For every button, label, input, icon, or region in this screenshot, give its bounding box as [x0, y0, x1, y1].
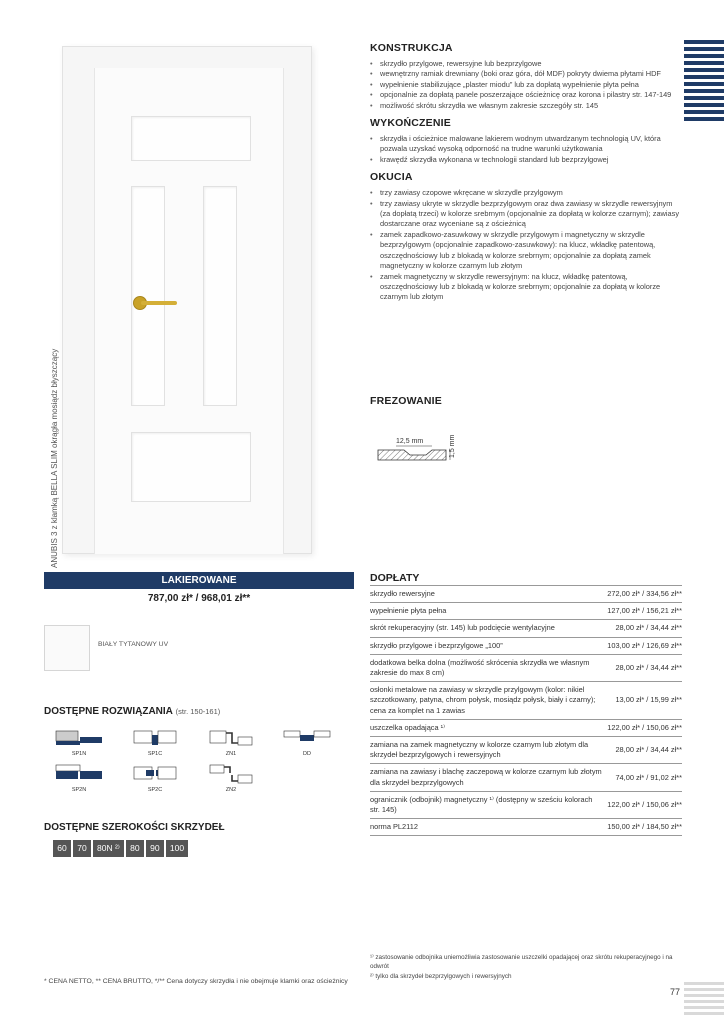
- list-item: • wewnętrzny ramiak drewniany (boki oraz góra, dół MDF) pokryty dwiema płytami HDF: [370, 69, 682, 79]
- width-badge: 100: [166, 840, 188, 857]
- door-illustration: [62, 46, 312, 554]
- footnote: ²⁾ tylko dla skrzydeł bezprzylgowych i rewersyjnych: [370, 972, 512, 980]
- price-footnote: * CENA NETTO, ** CENA BRUTTO, */** Cena dotyczy skrzydła i nie obejmuje klamki oraz ościeżnicy: [44, 978, 348, 985]
- list-item: • możliwość skrótu skrzydła we własnym zakresie szczegóły str. 145: [370, 101, 682, 111]
- list-item: • wypełnienie stabilizujące „plaster miodu” lub za dopłatą wypełnienie płyta pełna: [370, 80, 682, 90]
- table-row: ogranicznik (odbojnik) magnetyczny ¹⁾ (dostępny w sześciu kolorach str. 145) 122,00 zł* / 150,06 zł**: [370, 791, 682, 818]
- table-row: skrót rekuperacyjny (str. 145) lub podcięcie wentylacyjne 28,00 zł* / 34,44 zł**: [370, 620, 682, 637]
- solutions-title: DOSTĘPNE ROZWIĄZANIA (str. 150-161): [44, 706, 221, 717]
- footnotes: [370, 953, 686, 981]
- widths-list: [53, 840, 190, 857]
- finish-price: 787,00 zł* / 968,01 zł**: [147, 593, 251, 604]
- width-badge: 80: [126, 840, 144, 857]
- milling-width-label: 12,5 mm: [396, 438, 424, 445]
- list-item: • skrzydła i ościeżnice malowane lakierem wodnym utwardzanym technologią UV, która pozwala uzyskać wysoką odporność na trudne warunki użytkowania: [370, 134, 682, 155]
- solution-label: ZN2: [225, 787, 237, 793]
- table-row: zamiana na zamek magnetyczny w kolorze czarnym lub złotym dla skrzydeł bezprzylgowych i rewersyjnych 28,00 zł* / 34,44 zł**: [370, 737, 682, 764]
- header-stripes-decoration: [684, 40, 724, 124]
- page-number: 77: [670, 987, 681, 997]
- width-badge: 80N ²⁾: [93, 840, 124, 857]
- finish-title-bar: LAKIEROWANE: [44, 572, 354, 589]
- table-row: wypełnienie płyta pełna 127,00 zł* / 156,21 zł**: [370, 603, 682, 620]
- section-title-konstrukcja: KONSTRUKCJA: [370, 42, 453, 54]
- solution-sp2c-icon: [130, 763, 180, 793]
- surcharges-table: [370, 585, 682, 836]
- door-panel-bottom: [131, 432, 251, 502]
- wykonczenie-list: [370, 134, 682, 165]
- solution-zn2-icon: [206, 763, 256, 793]
- milling-depth-label: 1,5 mm: [449, 434, 456, 458]
- okucia-list: [370, 188, 682, 302]
- solution-label: SP1N: [71, 751, 87, 757]
- solution-label: ZN1: [225, 751, 237, 757]
- surcharges-title: DOPŁATY: [370, 572, 420, 584]
- widths-title: DOSTĘPNE SZEROKOŚCI SKRZYDEŁ: [44, 822, 225, 833]
- table-row: zamiana na zawiasy i blachę zaczepową w kolorze czarnym lub złotym dla skrzydeł bezprzylgowych 74,00 zł* / 91,02 zł**: [370, 764, 682, 791]
- solution-sp1n-icon: [54, 727, 104, 757]
- color-swatch-label: BIAŁY TYTANOWY UV: [98, 641, 169, 648]
- list-item: • skrzydło przylgowe, rewersyjne lub bezprzylgowe: [370, 59, 682, 69]
- door-handle-icon: [133, 296, 177, 310]
- solution-label: SP2C: [147, 787, 163, 793]
- table-row: dodatkowa belka dolna (możliwość skrócenia skrzydła we własnym zakresie do max 8 cm) 28,00 zł* / 34,44 zł**: [370, 654, 682, 681]
- konstrukcja-list: [370, 59, 682, 111]
- width-badge: 90: [146, 840, 164, 857]
- table-row: norma PL2112 150,00 zł* / 184,50 zł**: [370, 819, 682, 836]
- solution-zn1-icon: [206, 727, 256, 757]
- door-panel-right: [203, 186, 237, 406]
- solution-label: SP2N: [71, 787, 87, 793]
- list-item: • krawędź skrzydła wykonana w technologii standard lub bezprzylgowej: [370, 155, 682, 165]
- door-caption: ANUBIS 3 z klamką BELLA SLIM okrągła mosiądz błyszczący: [50, 348, 59, 568]
- list-item: • zamek magnetyczny w skrzydle rewersyjnym: na klucz, wkładkę patentową, oszczędnościowy lub z blokadą w kolorze srebrnym; opcjonalnie za dopłatą w kolorze czarnym lub złotym: [370, 272, 682, 303]
- list-item: • opcjonalnie za dopłatą panele poszerzające ościeżnicę oraz korona i pilastry str. 147-149: [370, 90, 682, 100]
- table-row: skrzydło rewersyjne 272,00 zł* / 334,56 zł**: [370, 586, 682, 603]
- width-badge: 60: [53, 840, 71, 857]
- section-title-okucia: OKUCIA: [370, 171, 413, 184]
- list-item: • trzy zawiasy czopowe wkręcane w skrzydle przylgowym: [370, 188, 682, 198]
- section-title-wykonczenie: WYKOŃCZENIE: [370, 117, 451, 130]
- table-row: uszczelka opadająca ¹⁾ 122,00 zł* / 150,06 zł**: [370, 719, 682, 736]
- milling-profile-diagram: [376, 418, 456, 468]
- table-row: osłonki metalowe na zawiasy w skrzydle przylgowym (kolor: nikiel szczotkowany, patyna, chrom połysk, mosiądz połysk, biały i czarny); cena za komplet na 1 zawias 13,00 zł* / 15,99 zł**: [370, 682, 682, 720]
- door-panel-top: [131, 116, 251, 161]
- list-item: • trzy zawiasy ukryte w skrzydle bezprzylgowym oraz dwa zawiasy w skrzydle rewersyjnym (za dopłatą trzeci) w kolorze srebrnym (opcjonalnie za dopłatą w kolorze czarnym); zawiasy dostarczane oraz wyceniane są z ościeżnicą: [370, 199, 682, 230]
- solution-sp1c-icon: [130, 727, 180, 757]
- table-row: skrzydło przylgowe i bezprzylgowe „100” 103,00 zł* / 126,69 zł**: [370, 637, 682, 654]
- solution-label: SP1C: [147, 751, 163, 757]
- section-title-frezowanie: FREZOWANIE: [370, 395, 442, 407]
- footer-stripes-decoration: [684, 982, 724, 1018]
- solution-dd-icon: [282, 727, 332, 757]
- color-swatch: [44, 625, 90, 671]
- specification-column: [370, 42, 682, 309]
- list-item: • zamek zapadkowo-zasuwkowy w skrzydle przylgowym i magnetyczny w skrzydle bezprzylgowym (opcjonalnie zapadkowo-zasuwkowy): na klucz, wkładkę patentową, oszczędnościowy lub z blokadą w kolorze srebrnym; opcjonalnie za dopłatą zamek magnetyczny w kolorze czarnym lub złotym: [370, 230, 682, 272]
- width-badge: 70: [73, 840, 91, 857]
- door-leaf: [94, 68, 284, 554]
- solution-label: DD: [303, 751, 311, 757]
- solution-sp2n-icon: [54, 763, 104, 793]
- footnote: ¹⁾ zastosowanie odbojnika uniemożliwia zastosowanie uszczelki opadającej oraz skrótu rekuperacyjnego i na odwrót: [370, 954, 673, 971]
